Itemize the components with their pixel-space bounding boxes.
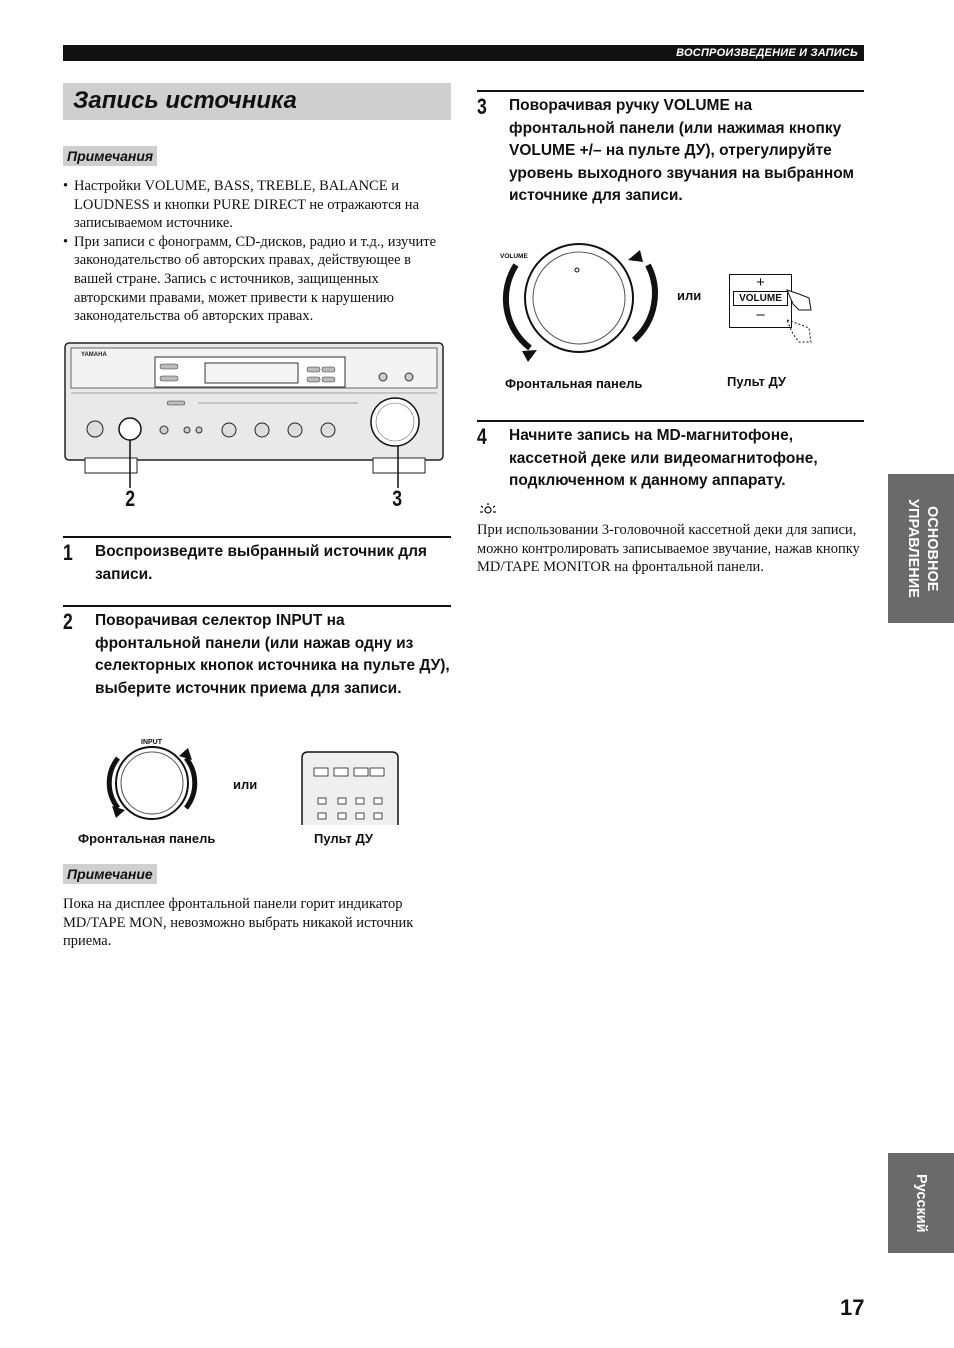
brand-logo: YAMAHA xyxy=(81,352,107,358)
note-item: • Настройки VOLUME, BASS, TREBLE, BALANCE и LOUDNESS и кнопки PURE DIRECT не отражаются на записываемом источнике. xyxy=(63,177,448,233)
step-rule xyxy=(63,605,451,607)
notes-label-wrap xyxy=(63,147,157,166)
front-panel-caption: Фронтальная панель xyxy=(505,376,643,391)
side-tab-section xyxy=(888,474,954,623)
side-tab-section-label: ОСНОВНОЕ УПРАВЛЕНИЕ xyxy=(905,499,940,598)
input-knob-label: INPUT xyxy=(141,739,162,746)
step-text: Начните запись на MD-магнитофоне, кассетной деке или видеомагнитофоне, подключенном к данному аппарату. xyxy=(509,427,818,489)
note-item: • При записи с фонограмм, CD-дисков, радио и т.д., изучите законодательство об авторских правах, действующее в вашей стране. Запись с источников, защищенных авторскими правами, может привести к нарушению законодательства об авторских правах. xyxy=(63,233,448,326)
step-number: 1 xyxy=(63,540,73,565)
front-panel-caption: Фронтальная панель xyxy=(78,831,216,846)
step-number: 3 xyxy=(477,94,487,119)
page-title: Запись источника xyxy=(73,87,297,114)
remote-illustration xyxy=(300,750,400,825)
step-text: Поворачивая селектор INPUT на фронтальной панели (или нажав одну из селекторных кнопок источника на пульте ДУ), выберите источник приема для записи. xyxy=(95,612,450,697)
notes-list xyxy=(63,177,448,326)
or-label: или xyxy=(233,777,258,792)
title-box xyxy=(63,83,451,120)
step-text: Воспроизведите выбранный источник для записи. xyxy=(95,543,427,583)
section-header: ВОСПРОИЗВЕДЕНИЕ И ЗАПИСЬ xyxy=(676,47,858,59)
side-tab-language-label: Русский xyxy=(913,1173,929,1233)
step-rule xyxy=(63,536,451,538)
step-rule xyxy=(477,90,864,92)
callout-3: 3 xyxy=(392,486,403,511)
or-label: или xyxy=(677,288,702,303)
step-text: Поворачивая ручку VOLUME на фронтальной панели (или нажимая кнопку VOLUME +/– на пульте ДУ), отрегулируйте уровень выходного звучания на выбранном источнике для записи. xyxy=(509,97,854,204)
note-label-wrap xyxy=(63,865,157,884)
remote-caption: Пульт ДУ xyxy=(727,374,786,389)
side-tab-language xyxy=(888,1153,954,1253)
header-bar xyxy=(63,45,864,61)
volume-minus: – xyxy=(756,306,765,323)
lightbulb-icon xyxy=(479,503,497,517)
remote-volume-control xyxy=(729,274,792,328)
step-number: 2 xyxy=(63,609,73,634)
page-number: 17 xyxy=(840,1295,865,1320)
pointing-hand-icon xyxy=(785,282,815,350)
step-rule xyxy=(477,420,864,422)
tip-text: При использовании 3-головочной кассетной деки для записи, можно контролировать записываемое звучание, нажав кнопку MD/TAPE MONITOR на фронтальной панели. xyxy=(477,522,860,576)
step-number: 4 xyxy=(477,424,487,449)
notes-label: Примечания xyxy=(63,146,157,166)
callout-2: 2 xyxy=(125,486,136,511)
volume-knob-label: VOLUME xyxy=(500,253,528,260)
remote-caption: Пульт ДУ xyxy=(314,831,373,846)
volume-button-label: VOLUME xyxy=(733,291,788,306)
input-knob-illustration xyxy=(100,738,204,828)
note-text: Пока на дисплее фронтальной панели горит индикатор MD/TAPE MON, невозможно выбрать никакой источник приема. xyxy=(63,896,414,950)
volume-plus: + xyxy=(756,274,765,291)
note-label: Примечание xyxy=(63,864,157,884)
